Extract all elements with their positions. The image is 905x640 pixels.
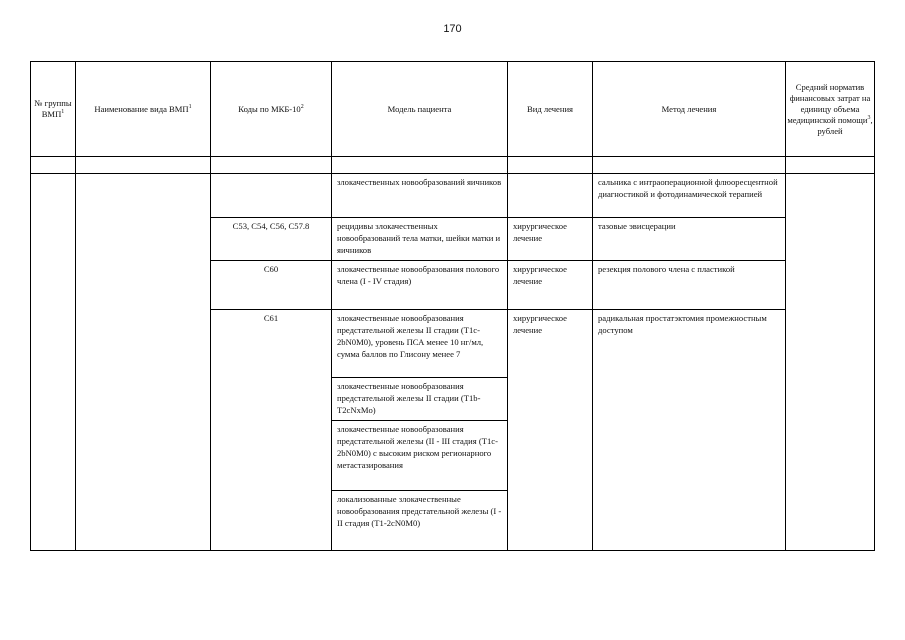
subrow-divider <box>331 377 507 378</box>
column-border <box>75 61 76 551</box>
icd-codes-cell: C61 <box>263 313 279 323</box>
patient-model-cell: злокачественные новообразования предстательной железы II стадии (T1c-2bN0M0), уровень ПСА менее 10 нг/мл, сумма баллов по Глисону менее 7 <box>337 313 484 359</box>
column-border <box>592 61 593 551</box>
patient-model-cell: злокачественных новообразований яичников <box>337 177 502 187</box>
medical-care-table <box>30 61 875 551</box>
treatment-method-cell: радикальная простатэктомия промежностным доступом <box>598 313 767 335</box>
treatment-method-cell: резекция полового члена с пластикой <box>598 264 735 274</box>
header-treatment-type <box>509 62 591 156</box>
patient-model-cell: локализованные злокачественные новообразования предстательной железы (I - II стадия (T1-2cN0M0) <box>337 494 502 528</box>
header-bottom-border <box>30 156 875 157</box>
treatment-method-cell: тазовые эвисцерации <box>598 221 676 231</box>
header-average-cost <box>787 62 873 156</box>
subrow-divider <box>331 420 507 421</box>
column-border <box>874 61 875 551</box>
treatment-type-cell: хирургическое лечение <box>513 221 567 243</box>
patient-model-cell: рецидивы злокачественных новообразований тела матки, шейки матки и яичников <box>337 221 501 255</box>
header-treatment-method-text: Метод лечения <box>661 103 717 114</box>
icd-codes-cell: C60 <box>263 264 279 274</box>
header-icd-codes-text: Коды по МКБ-10 <box>238 103 301 114</box>
numbering-row-bottom-border <box>30 173 875 174</box>
header-average-cost-text: Средний норматив финансовых затрат на единицу объема медицинской помощи <box>787 81 871 125</box>
patient-model-cell: злокачественные новообразования полового члена (I - IV стадия) <box>337 264 500 286</box>
header-treatment-method <box>594 62 784 156</box>
row-divider <box>210 260 785 261</box>
treatment-type-cell: хирургическое лечение <box>513 264 567 286</box>
header-icd-codes <box>212 62 330 156</box>
column-border <box>210 61 211 551</box>
icd-codes-cell: C53, C54, C56, C57.8 <box>232 221 310 231</box>
header-group-number-text: № группы ВМП <box>34 98 72 119</box>
column-border <box>507 61 508 551</box>
column-border <box>331 61 332 551</box>
footnote-mark: 3 <box>867 114 871 121</box>
footnote-mark: 2 <box>300 103 304 110</box>
table-bottom-border <box>30 550 875 551</box>
header-vmp-name <box>77 62 209 156</box>
header-average-cost-tail: , рублей <box>817 114 873 136</box>
subrow-divider <box>331 490 507 491</box>
treatment-method-cell: сальника с интраоперационной флюоресцентной диагностикой и фотодинамической терапией <box>598 177 778 199</box>
header-group-number <box>32 62 74 156</box>
page-number: 170 <box>443 23 462 35</box>
patient-model-cell: злокачественные новообразования предстательной железы (II - III стадия (T1c-2bN0M0) с высоким риском регионарного метастазирования <box>337 424 498 470</box>
patient-model-cell: злокачественные новообразования предстательной железы II стадии (T1b-T2cNxMo) <box>337 381 481 415</box>
header-patient-model-text: Модель пациента <box>387 103 452 114</box>
footnote-mark: 1 <box>188 103 192 110</box>
column-border <box>30 61 31 551</box>
row-divider <box>210 217 785 218</box>
footnote-mark: 1 <box>61 109 65 116</box>
header-treatment-type-text: Вид лечения <box>526 103 574 114</box>
header-patient-model <box>333 62 506 156</box>
row-divider <box>210 309 785 310</box>
treatment-type-cell: хирургическое лечение <box>513 313 567 335</box>
column-border <box>785 61 786 551</box>
header-vmp-name-text: Наименование вида ВМП <box>94 103 189 114</box>
